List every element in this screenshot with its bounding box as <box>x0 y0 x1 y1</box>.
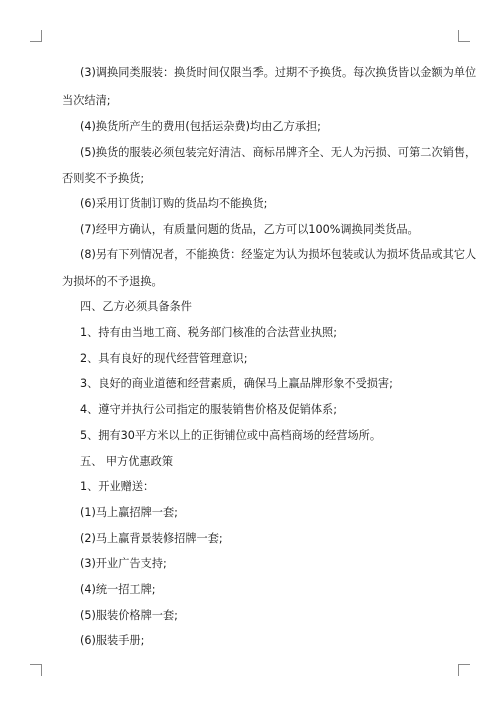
crop-mark-bottom-right <box>458 664 470 665</box>
list-item: (4)统一招工牌; <box>80 583 156 596</box>
list-item: (6)服装手册; <box>80 634 145 647</box>
paragraph-line: (4)换货所产生的费用(包括运杂费)均由乙方承担; <box>80 120 321 133</box>
list-item: 2、具有良好的现代经营管理意识; <box>80 352 248 365</box>
section-heading: 五、 甲方优惠政策 <box>80 455 174 468</box>
crop-mark-bottom-left <box>30 664 42 665</box>
paragraph-line: (7)经甲方确认，有质量问题的货品，乙方可以100%调换同类货品。 <box>80 223 419 236</box>
list-item: 3、良好的商业道德和经营素质，确保马上赢品牌形象不受损害; <box>80 377 393 390</box>
crop-mark-top-left <box>30 41 42 42</box>
paragraph-line: (5)换货的服装必须包装完好清洁、商标吊牌齐全、无人为污损、可第二次销售， <box>80 146 477 159</box>
paragraph-line: 否则奖不予换货; <box>62 172 145 185</box>
list-item: (3)开业广告支持; <box>80 557 167 570</box>
paragraph-line: (3)调换同类服装：换货时间仅限当季。过期不予换货。每次换货皆以金额为单位 <box>80 66 477 79</box>
crop-mark-bottom-left <box>41 664 42 676</box>
list-item: 1、持有由当地工商、税务部门核准的合法营业执照; <box>80 326 338 339</box>
crop-mark-bottom-right <box>458 664 459 676</box>
list-item: (2)马上赢背景装修招牌一套; <box>80 532 223 545</box>
paragraph-line: (6)采用订货制订购的货品均不能换货; <box>80 197 268 210</box>
list-item: (5)服装价格牌一套; <box>80 609 178 622</box>
paragraph-line: 为损坏的不予退换。 <box>62 275 163 288</box>
list-item: (1)马上赢招牌一套; <box>80 506 178 519</box>
section-heading: 四、乙方必须具备条件 <box>80 300 192 313</box>
crop-mark-top-right <box>458 41 470 42</box>
paragraph-line: 当次结清; <box>62 94 111 107</box>
list-item: 5、拥有30平方米以上的正街铺位或中高档商场的经营场所。 <box>80 429 382 442</box>
list-item: 1、开业赠送： <box>80 480 155 493</box>
paragraph-line: (8)另有下列情况者，不能换货：经鉴定为认为损坏包装或认为损坏货品或其它人 <box>80 248 477 261</box>
list-item: 4、遵守并执行公司指定的服装销售价格及促销体系; <box>80 403 338 416</box>
